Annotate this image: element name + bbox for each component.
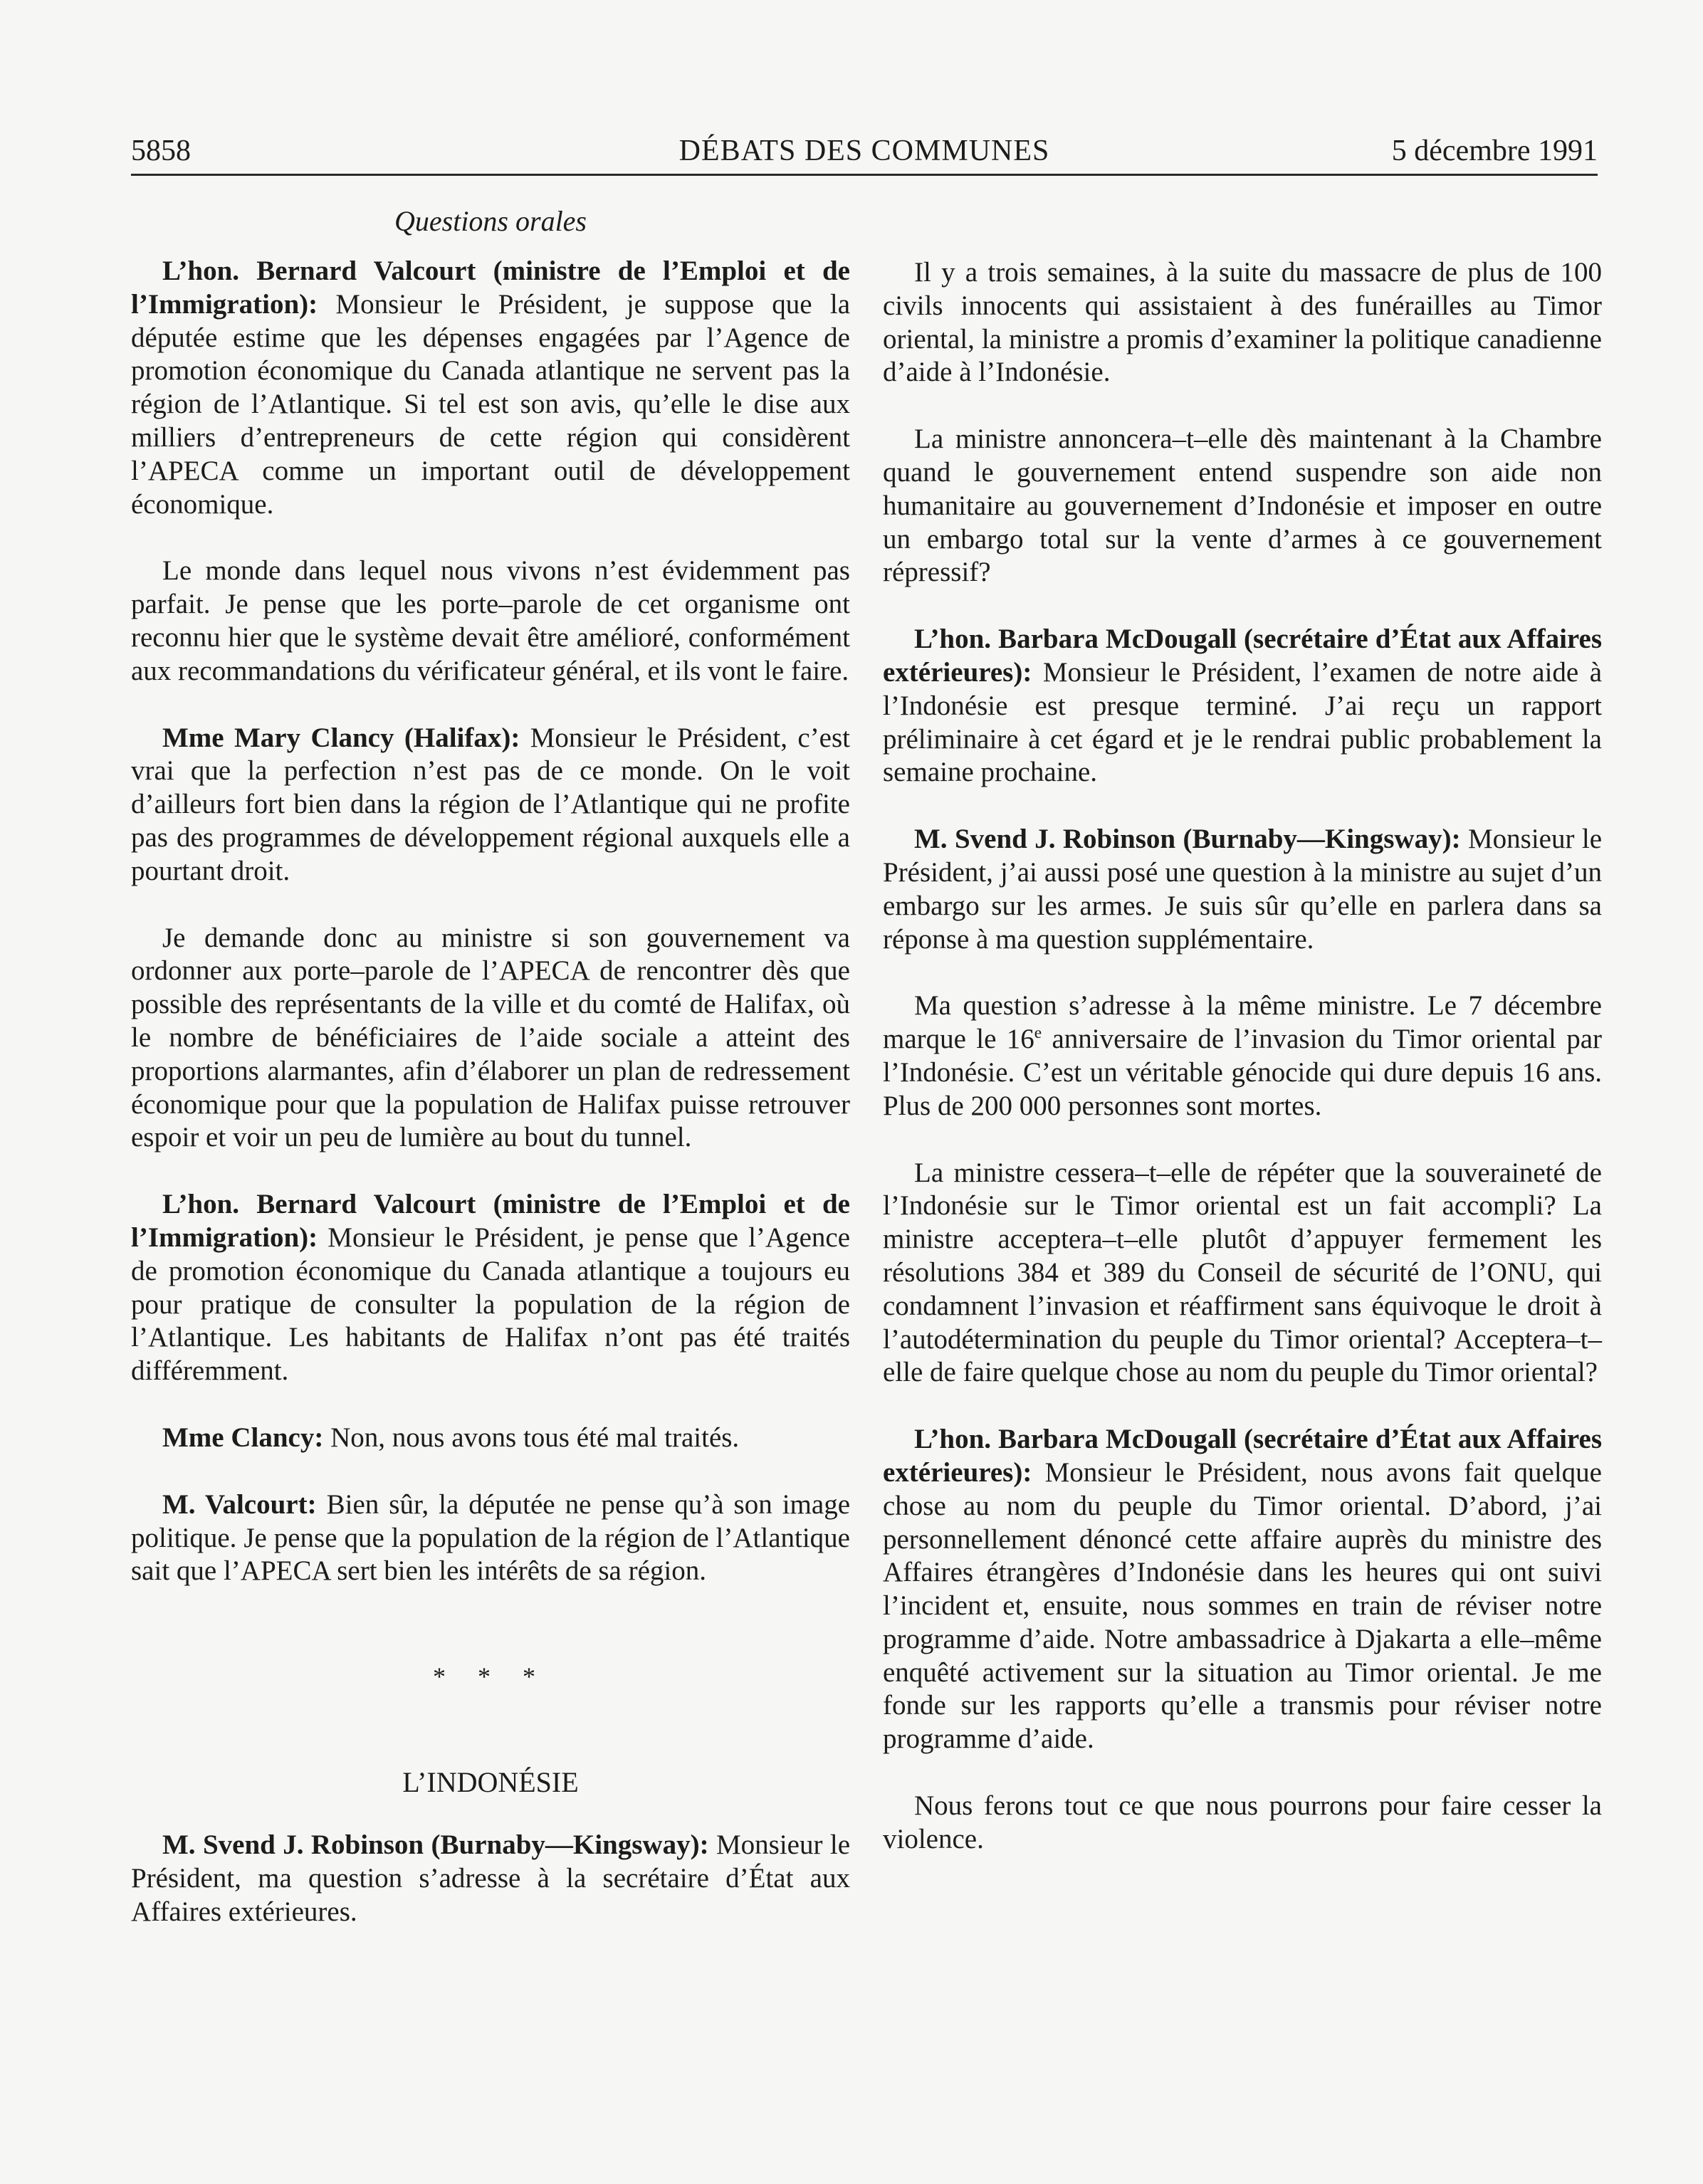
speaker: Mme Clancy: xyxy=(162,1422,324,1453)
speech-text: Je demande donc au ministre si son gouvernement va ordonner aux porte–parole de l’APECA de rencontrer dès que possible des représentants de la ville et du comté de Halifax, où le nombre de bénéficiaires de l’aide sociale a atteint des proportions alarmantes, afin d’élaborer un plan de redressement économique pour que la population de Halifax puisse retrouver espoir et voir un peu de lumière au bout du tunnel. xyxy=(131,922,850,1153)
ordinal-superscript: e xyxy=(1034,1024,1042,1043)
speech-text: Le monde dans lequel nous vivons n’est évidemment pas parfait. Je pense que les porte–parole de cet organisme ont reconnu hier que le système devait être amélioré, conformément aux recommandations du vérificateur général, et ils vont le faire. xyxy=(131,555,850,686)
paragraph xyxy=(883,623,1602,789)
paragraph xyxy=(131,922,850,1155)
speech-text: Monsieur le Président, je pense que l’Agence de promotion économique du Canada atlantique a toujours eu pour pratique de consulter la population de la région de l’Atlantique. Les habitants de Halifax n’ont pas été traités différemment. xyxy=(131,1222,850,1387)
speaker: L’hon. Bernard Valcourt (ministre de l’Emploi et de l’Immigration): xyxy=(131,256,850,320)
speech-text: Bien sûr, la députée ne pense qu’à son image politique. Je pense que la population de la région de l’Atlantique sait que l’APECA sert bien les intérêts de sa région. xyxy=(131,1489,851,1587)
paragraph xyxy=(883,256,1602,389)
paragraph xyxy=(131,555,850,688)
paragraph xyxy=(131,722,850,888)
speech-text: anniversaire de l’invasion du Timor oriental par l’Indonésie. C’est un véritable génocide qui dure depuis 16 ans. Plus de 200 000 personnes sont mortes. xyxy=(883,1024,1603,1121)
paragraph xyxy=(131,1188,850,1388)
speech-text: Ma question s’adresse à la même ministre. Le 7 décembre marque le 16 xyxy=(883,990,1602,1055)
speaker: L’hon. Barbara McDougall (secrétaire d’État aux Affaires extérieures): xyxy=(883,624,1602,688)
paragraph xyxy=(131,1489,850,1588)
speech-text: Nous ferons tout ce que nous pourrons pour faire cesser la violence. xyxy=(883,1790,1602,1854)
section-heading: Questions orales xyxy=(394,205,587,237)
publication-date: 5 décembre 1991 xyxy=(1391,135,1598,167)
paragraph xyxy=(883,1423,1602,1756)
right-column xyxy=(883,256,1602,1857)
speech-text: Non, nous avons tous été mal traités. xyxy=(330,1422,740,1453)
paragraph xyxy=(883,989,1602,1123)
paragraph xyxy=(883,1790,1602,1857)
left-column xyxy=(131,204,850,1928)
speaker: Mme Mary Clancy (Halifax): xyxy=(162,722,520,753)
section-title: L’INDONÉSIE xyxy=(402,1766,579,1799)
speech-text: La ministre annoncera–t–elle dès maintenant à la Chambre quand le gouvernement entend suspendre son aide non humanitaire au gouvernement d’Indonésie et imposer en outre un embargo total sur la vente d’armes à ce gouvernement répressif? xyxy=(883,424,1602,588)
paragraph xyxy=(131,1422,850,1455)
page-number: 5858 xyxy=(131,135,191,167)
speaker: L’hon. Bernard Valcourt (ministre de l’Emploi et de l’Immigration): xyxy=(131,1189,850,1253)
speech-text: Monsieur le Président, je suppose que la députée estime que les dépenses engagées par l’Agence de promotion économique du Canada atlantique ne servent pas la région de l’Atlantique. Si tel est son avis, qu’elle le dise aux milliers d’entrepreneurs de cette région qui considèrent l’APECA comme un important outil de développement économique. xyxy=(131,288,851,520)
speaker: L’hon. Barbara McDougall (secrétaire d’État aux Affaires extérieures): xyxy=(883,1424,1602,1488)
speaker: M. Valcourt: xyxy=(162,1489,317,1520)
speaker: M. Svend J. Robinson (Burnaby—Kingsway): xyxy=(914,824,1461,855)
page-header xyxy=(131,128,1598,176)
speech-text: Monsieur le Président, c’est vrai que la perfection n’est pas de ce monde. On le voit d’ailleurs fort bien dans la région de l’Atlantique qui ne profite pas des programmes de développement régional auxquels elle a pourtant droit. xyxy=(131,722,851,886)
speech-text: Il y a trois semaines, à la suite du massacre de plus de 100 civils innocents qui assistaient à des funérailles au Timor oriental, la ministre a promis d’examiner la politique canadienne d’aide à l’Indonésie. xyxy=(883,257,1602,388)
section-separator: * * * xyxy=(433,1662,548,1691)
speech-text: La ministre cessera–t–elle de répéter que la souveraineté de l’Indonésie sur le Timor oriental est un fait accompli? La ministre acceptera–t–elle plutôt d’appuyer fermement les résolutions 384 et 389 du Conseil de sécurité de l’ONU, qui condamnent l’invasion et réaffirment sans équivoque le droit à l’autodétermination du peuple du Timor oriental? Acceptera–t–elle de faire quelque chose au nom du peuple du Timor oriental? xyxy=(883,1157,1602,1388)
paragraph xyxy=(131,1829,850,1928)
paragraph xyxy=(883,423,1602,589)
publication-title: DÉBATS DES COMMUNES xyxy=(678,135,1050,167)
speech-text: Monsieur le Président, ma question s’adresse à la secrétaire d’État aux Affaires extérieures. xyxy=(131,1829,851,1927)
paragraph xyxy=(883,823,1602,956)
speech-text: Monsieur le Président, l’examen de notre aide à l’Indonésie est presque terminé. J’ai reçu un rapport préliminaire à cet égard et je le rendrai public probablement la semaine prochaine. xyxy=(883,656,1603,788)
speaker: M. Svend J. Robinson (Burnaby—Kingsway): xyxy=(162,1829,709,1861)
speech-text: Monsieur le Président, j’ai aussi posé une question à la ministre au sujet d’un embargo sur les armes. Je suis sûr qu’elle en parlera dans sa réponse à ma question supplémentaire. xyxy=(883,824,1603,955)
speech-text: Monsieur le Président, nous avons fait quelque chose au nom du peuple du Timor oriental. D’abord, j’ai personnellement dénoncé cette affaire auprès du ministre des Affaires étrangères d’Indonésie dans les heures qui ont suivi l’incident et, ensuite, nous sommes en train de réviser notre programme d’aide. Notre ambassadrice à Djakarta a elle–même enquêté activement sur la situation au Timor oriental. Je me fonde sur les rapports qu’elle a transmis pour réviser notre programme d’aide. xyxy=(883,1456,1602,1755)
paragraph xyxy=(131,255,850,521)
paragraph xyxy=(883,1157,1602,1390)
